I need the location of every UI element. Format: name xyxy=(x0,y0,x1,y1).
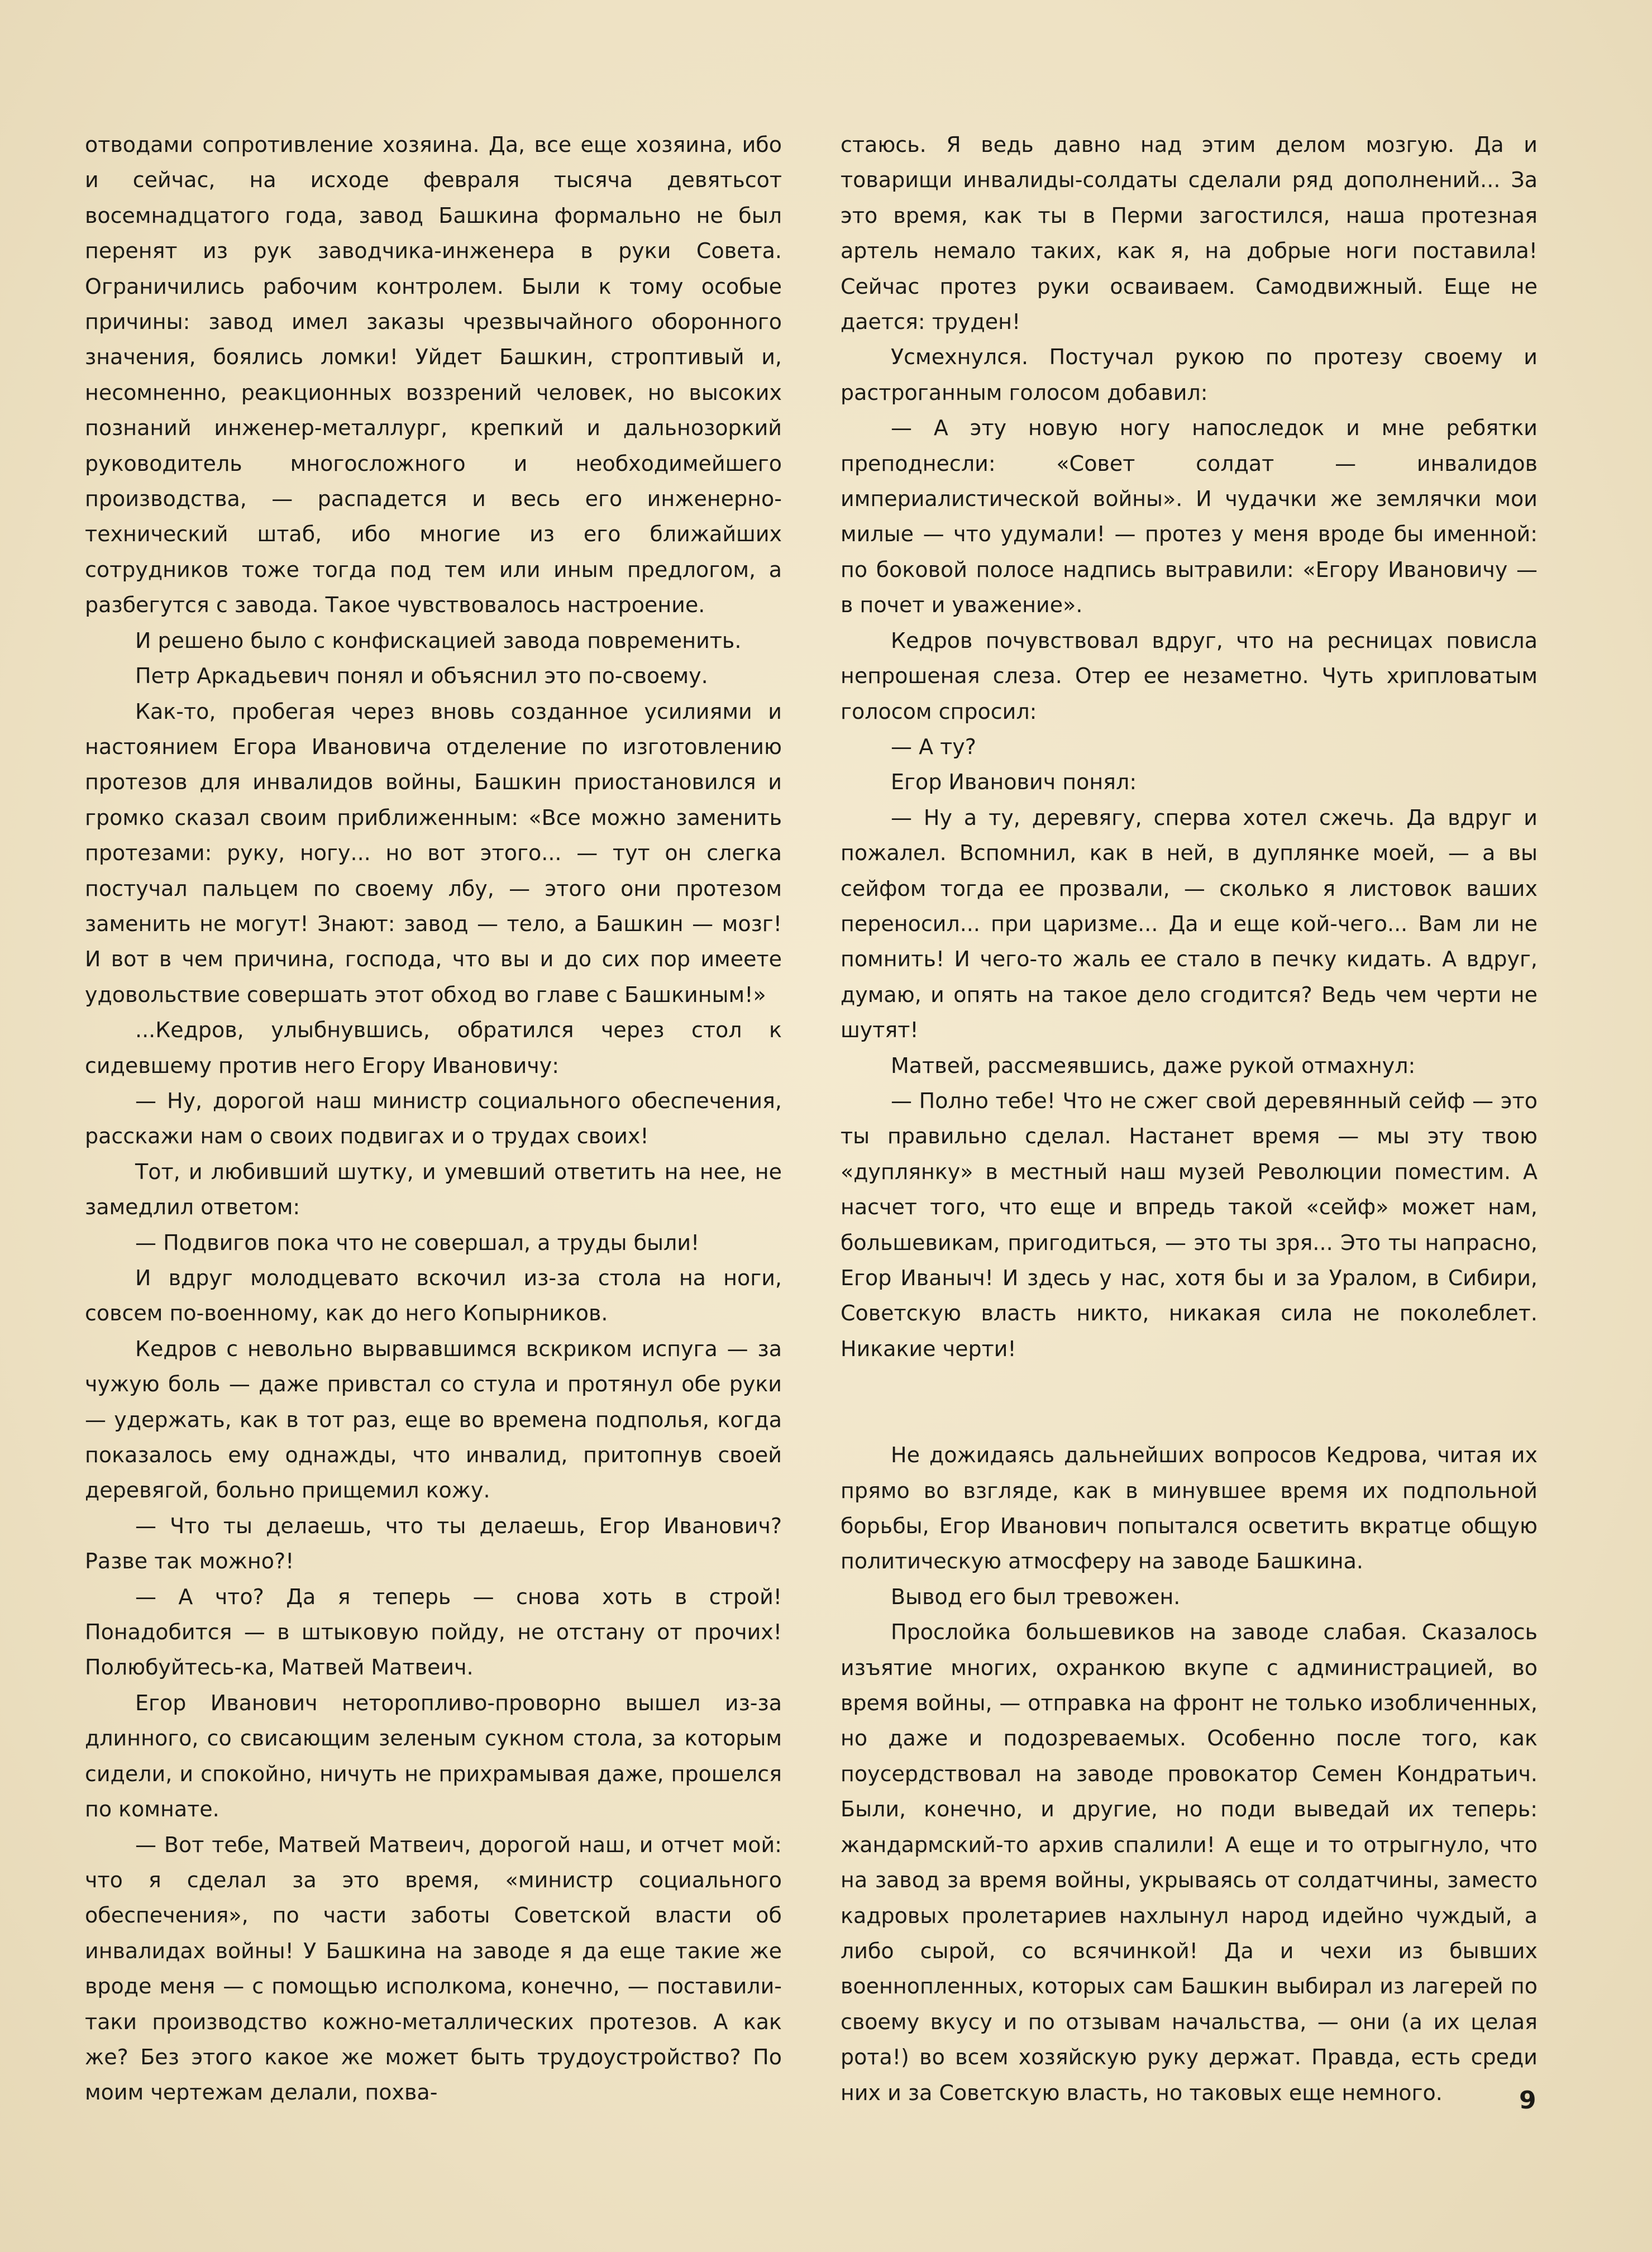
paragraph: — Ну а ту, деревягу, сперва хотел сжечь. Да вдруг и пожалел. Вспомнил, как в ней, в дуплянке моей, — а вы сейфом тогда ее прозвали, — сколько я листовок ваших переносил... при царизме... Да и еще кой-чего... Вам ли не помнить! И чего-то жаль ее стало в печку кидать. А вдруг, думаю, и опять на такое дело сгодится? Ведь чем черти не шутят! xyxy=(841,805,1538,1043)
paragraph: Усмехнулся. Постучал рукою по протезу своему и растроганным голосом добавил: xyxy=(841,345,1538,405)
paragraph: Вывод его был тревожен. xyxy=(891,1584,1181,1609)
paragraph: стаюсь. Я ведь давно над этим делом мозгую. Да и товарищи инвалиды-солдаты сделали ряд дополнений... За это время, как ты в Перми загостился, наша протезная артель немало таких, как я, на добрые ноги поставила! Сейчас протез руки осваиваем. Самодвижный. Еще не дается: труден! xyxy=(841,132,1538,335)
page-number: 9 xyxy=(1519,2086,1536,2115)
text-column-left xyxy=(85,127,782,2111)
paragraph: Прослойка большевиков на заводе слабая. Сказалось изъятие многих, охранкою вкупе с администрацией, во время войны, — отправка на фронт не только изобличенных, но даже и подозреваемых. Особенно после того, как поусердствовал на заводе провокатор Семен Кондратьич. Были, конечно, и другие, но поди выведай их теперь: жандармский-то архив спалили! А еще и то отрыгнуло, что на завод за время войны, укрываясь от солдатчины, заместо кадровых пролетариев нахлынул народ идейно чуждый, а либо сырой, со всячинкой! Да и чехи из бывших военнопленных, которых сам Башкин выбирал из лагерей по своему вкусу и по отзывам начальства, — они (а их целая рота!) во всем хозяйскую руку держат. Правда, есть среди них и за Советскую власть, но таковых еще немного. xyxy=(841,1620,1538,2105)
paragraph: И вдруг молодцевато вскочил из-за стола на ноги, совсем по-военному, как до него Копырников. xyxy=(85,1266,782,1326)
text-column-right xyxy=(841,127,1538,2111)
paragraph: — А эту новую ногу напоследок и мне ребятки преподнесли: «Совет солдат — инвалидов империалистической войны». И чудачки же землячки мои милые — что удумали! — протез у меня вроде бы именной: по боковой полосе надпись вытравили: «Егору Ивановичу — в почет и уважение». xyxy=(841,416,1538,618)
paragraph: — Что ты делаешь, что ты делаешь, Егор Иванович? Разве так можно?! xyxy=(85,1513,782,1574)
paragraph: — Полно тебе! Что не сжег свой деревянный сейф — это ты правильно сделал. Настанет время — мы эту твою «дуплянку» в местный наш музей Революции поместим. А насчет того, что еще и впредь такой «сейф» может нам, большевикам, пригодиться, — это ты зря... Это ты напрасно, Егор Иваныч! И здесь у нас, хотя бы и за Уралом, в Сибири, Советскую власть никто, никакая сила не поколеблет. Никакие черти! xyxy=(841,1088,1538,1361)
paragraph: — Вот тебе, Матвей Матвеич, дорогой наш, и отчет мой: что я сделал за это время, «министр социального обеспечения», по части заботы Советской власти об инвалидах войны! У Башкина на заводе я да еще такие же вроде меня — с помощью исполкома, конечно, — поставили-таки производство кожно-металлических протезов. А как же? Без этого какое же может быть трудоустройство? По моим чертежам делали, похва- xyxy=(85,1832,782,2105)
paragraph: — А ту? xyxy=(891,734,976,759)
paragraph: Кедров с невольно вырвавшимся вскриком испуга — за чужую боль — даже привстал со стула и протянул обе руки — удержать, как в тот раз, еще во времена подполья, когда показалось ему однажды, что инвалид, притопнув своей деревягой, больно прищемил кожу. xyxy=(85,1336,782,1503)
paragraph: — Подвигов пока что не совершал, а труды были! xyxy=(135,1230,700,1255)
paragraph: отводами сопротивление хозяина. Да, все еще хозяина, ибо и сейчас, на исходе февраля тысяча девятьсот восемнадцатого года, завод Башкина формально не был перенят из рук заводчика-инженера в руки Совета. Ограничились рабочим контролем. Были к тому особые причины: завод имел заказы чрезвычайного оборонного значения, боялись ломки! Уйдет Башкин, строптивый и, несомненно, реакционных воззрений человек, но высоких познаний инженер-металлург, крепкий и дальнозоркий руководитель многосложного и необходимейшего производства, — распадется и весь его инженерно-технический штаб, ибо многие из его ближайших сотрудников тоже тогда под тем или иным предлогом, а разбегутся с завода. Такое чувствовалось настроение. xyxy=(85,132,782,618)
paragraph: Тот, и любивший шутку, и умевший ответить на нее, не замедлил ответом: xyxy=(85,1159,782,1220)
paragraph: — Ну, дорогой наш министр социального обеспечения, расскажи нам о своих подвигах и о трудах своих! xyxy=(85,1088,782,1149)
paragraph: — А что? Да я теперь — снова хоть в строй! Понадобится — в штыковую пойду, не отстану от прочих! Полюбуйтесь-ка, Матвей Матвеич. xyxy=(85,1584,782,1680)
paragraph: Егор Иванович понял: xyxy=(891,770,1137,795)
paragraph: Матвей, рассмеявшись, даже рукой отмахнул: xyxy=(891,1053,1416,1078)
paragraph: Не дожидаясь дальнейших вопросов Кедрова, читая их прямо во взгляде, как в минувшее время их подпольной борьбы, Егор Иванович попытался осветить вкратце общую политическую атмосферу на заводе Башкина. xyxy=(841,1443,1538,1574)
paragraph: Петр Аркадьевич понял и объяснил это по-своему. xyxy=(135,664,708,689)
paragraph: Как-то, пробегая через вновь созданное усилиями и настоянием Егора Ивановича отделение по изготовлению протезов для инвалидов войны, Башкин приостановился и громко сказал своим приближенным: «Все можно заменить протезами: руку, ногу... но вот этого... — тут он слегка постучал пальцем по своему лбу, — этого они протезом заменить не могут! Знают: завод — тело, а Башкин — мозг! И вот в чем причина, господа, что вы и до сих пор имеете удовольствие совершать этот обход во главе с Башкиным!» xyxy=(85,699,782,1007)
paragraph: Кедров почувствовал вдруг, что на ресницах повисла непрошеная слеза. Отер ее незаметно. Чуть хрипловатым голосом спросил: xyxy=(841,628,1538,724)
paragraph: Егор Иванович неторопливо-проворно вышел из-за длинного, со свисающим зеленым сукном стола, за которым сидели, и спокойно, ничуть не прихрамывая даже, прошелся по комнате. xyxy=(85,1690,782,1822)
paragraph: ...Кедров, улыбнувшись, обратился через стол к сидевшему против него Егору Ивановичу: xyxy=(85,1018,782,1078)
paragraph: И решено было с конфискацией завода повременить. xyxy=(135,628,742,653)
